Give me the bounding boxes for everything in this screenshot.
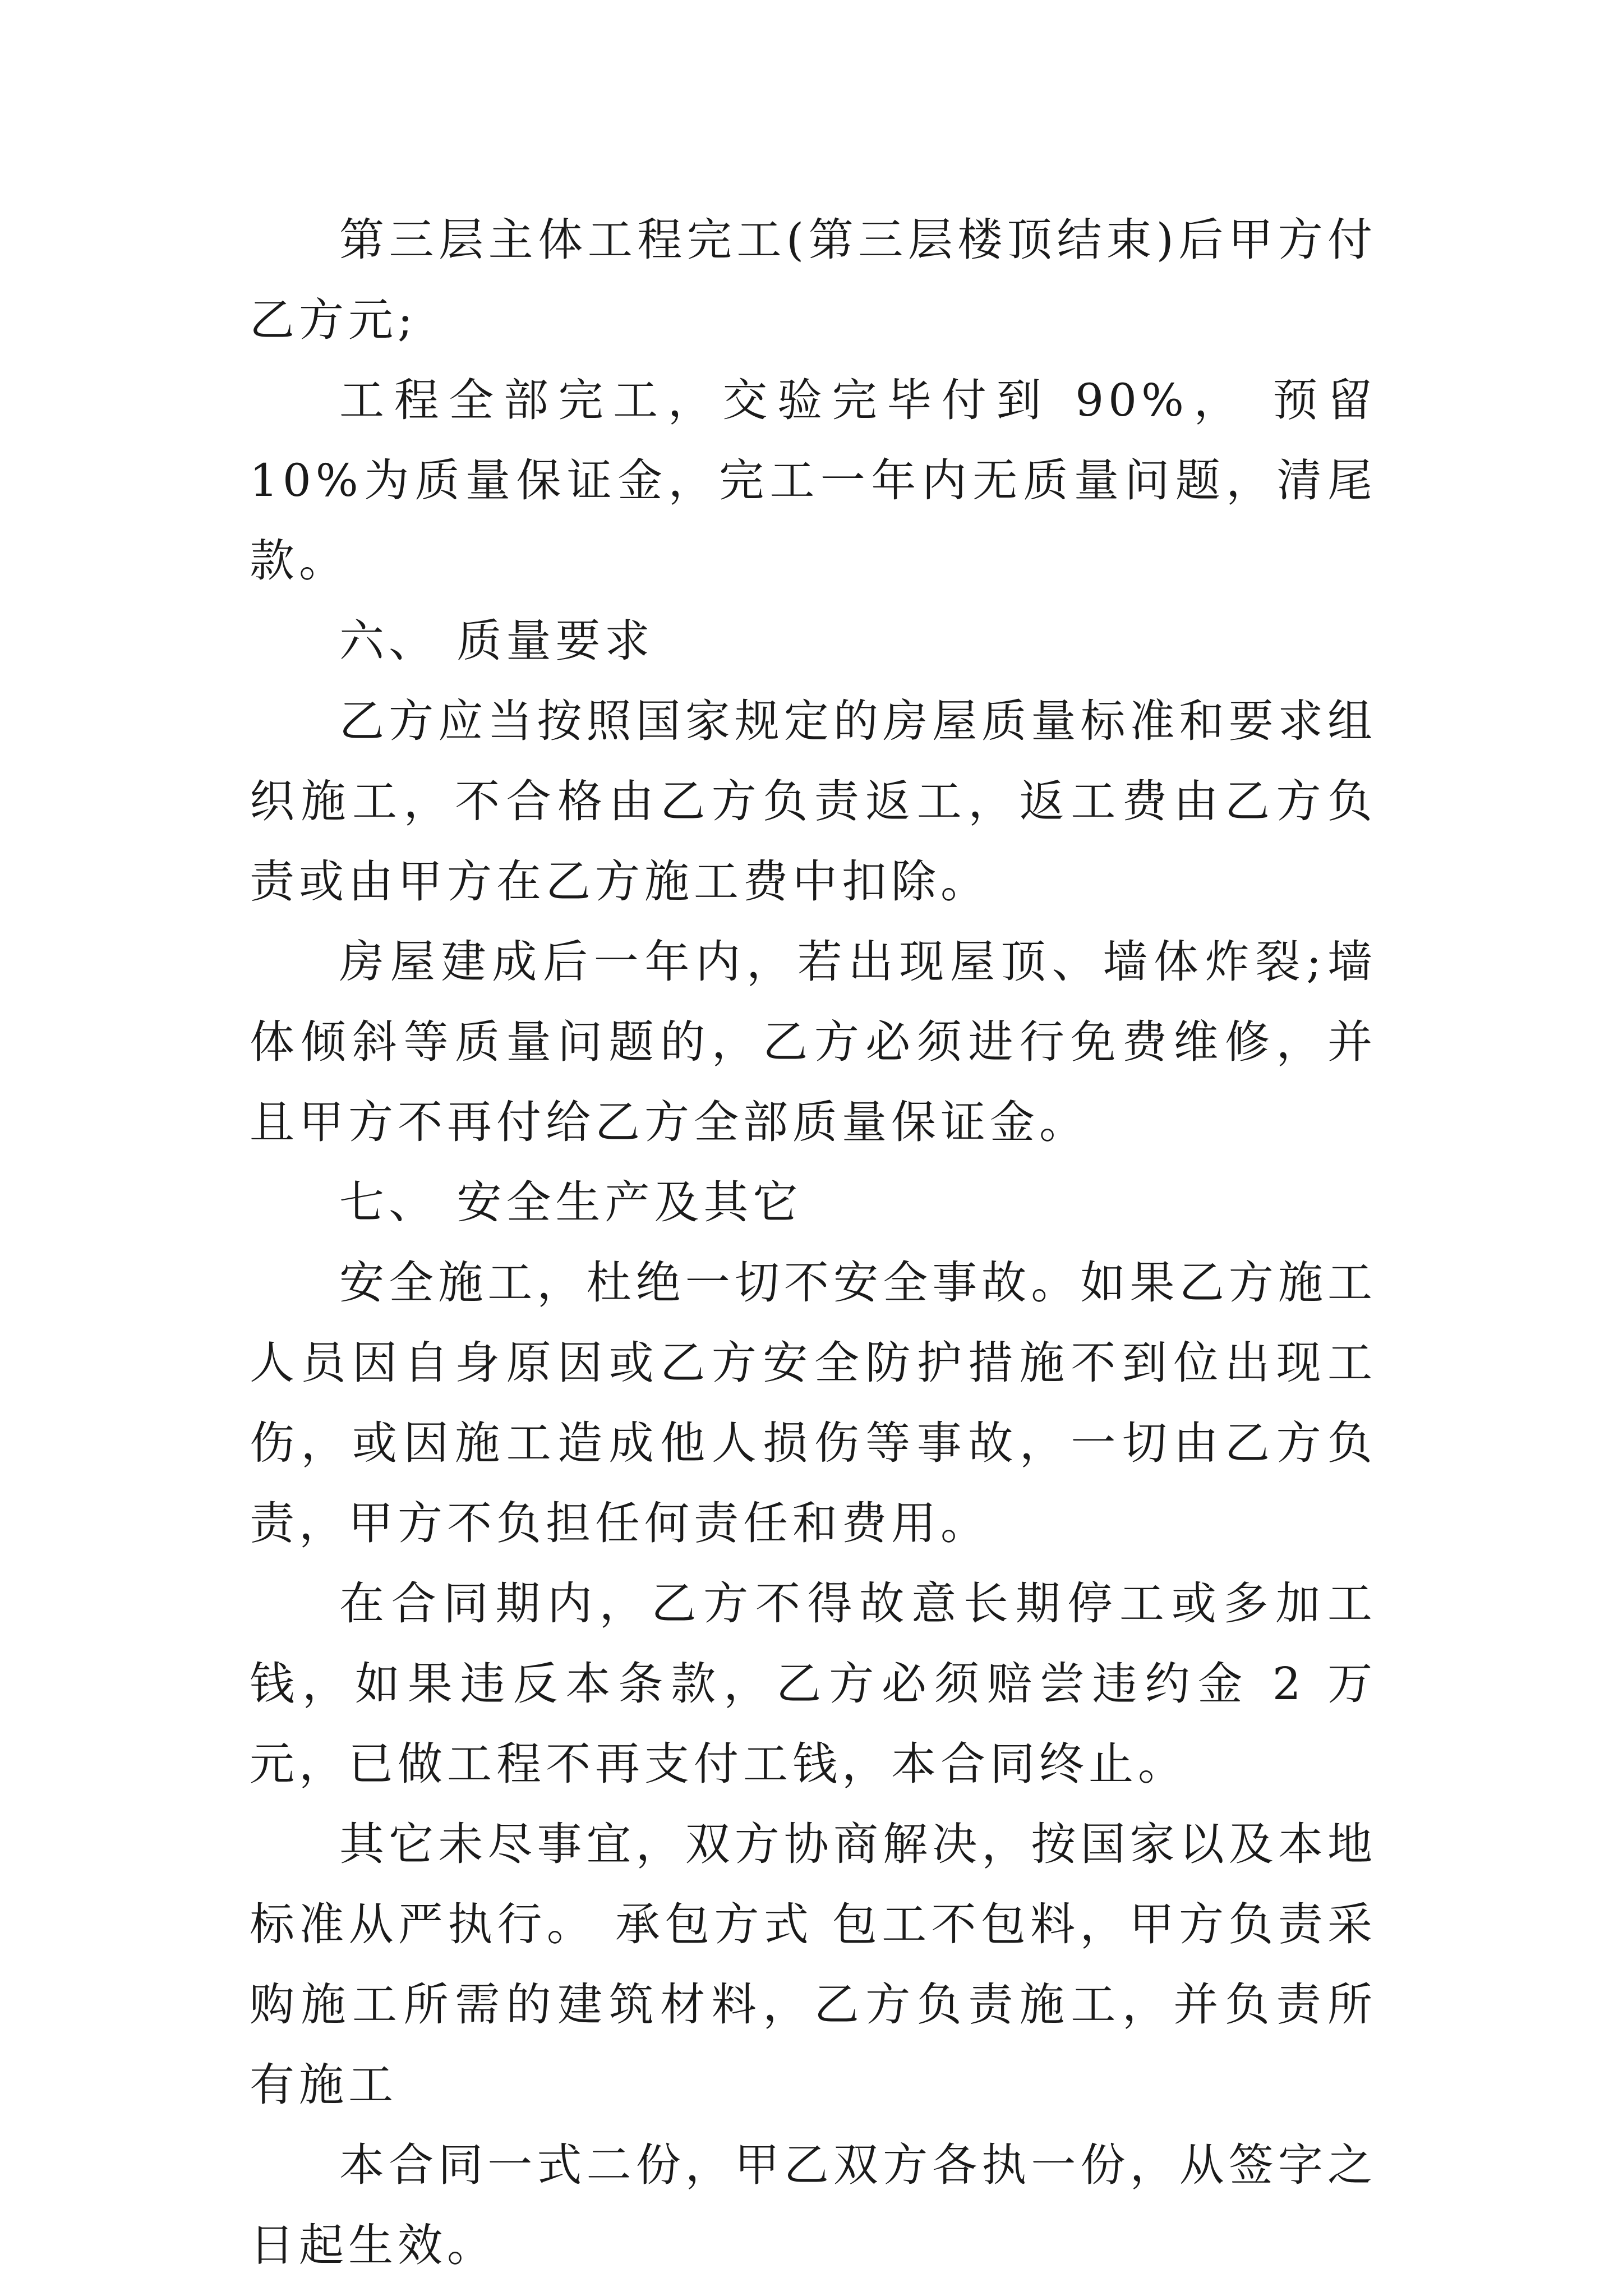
paragraph-safety: 安全施工，杜绝一切不安全事故。如果乙方施工人员因自身原因或乙方安全防护措施不到位出现工伤，或因施工造成他人损伤等事故，一切由乙方负责，甲方不负担任何责任和费用。 (250, 1257, 1377, 1549)
document-body (250, 200, 1377, 2285)
paragraph-quality-standard: 乙方应当按照国家规定的房屋质量标准和要求组织施工，不合格由乙方负责返工，返工费由乙方负责或由甲方在乙方施工费中扣除。 (250, 695, 1377, 908)
section-heading-safety: 七、 安全生产及其它 (339, 1176, 803, 1228)
paragraph-payment-third-floor: 第三层主体工程完工(第三层楼顶结束)后甲方付乙方元; (250, 214, 1377, 346)
paragraph-copies: 本合同一式二份，甲乙双方各执一份，从签字之日起生效。 (250, 2139, 1377, 2271)
paragraph-other-matters: 其它未尽事宜，双方协商解决，按国家以及本地标准从严执行。 承包方式 包工不包料，甲方负责采购施工所需的建筑材料，乙方负责施工，并负责所有施工 (250, 1818, 1377, 2111)
paragraph-quality-warranty: 房屋建成后一年内，若出现屋顶、墙体炸裂;墙体倾斜等质量问题的，乙方必须进行免费维修，并且甲方不再付给乙方全部质量保证金。 (250, 936, 1377, 1148)
paragraph-final-payment: 工程全部完工，交验完毕付到 90%， 预留 10%为质量保证金，完工一年内无质量问题，清尾款。 (250, 374, 1377, 587)
section-heading-quality: 六、 质量要求 (339, 615, 654, 667)
paragraph-breach: 在合同期内，乙方不得故意长期停工或多加工钱，如果违反本条款，乙方必须赔尝违约金 2 万元，已做工程不再支付工钱，本合同终止。 (250, 1577, 1377, 1790)
